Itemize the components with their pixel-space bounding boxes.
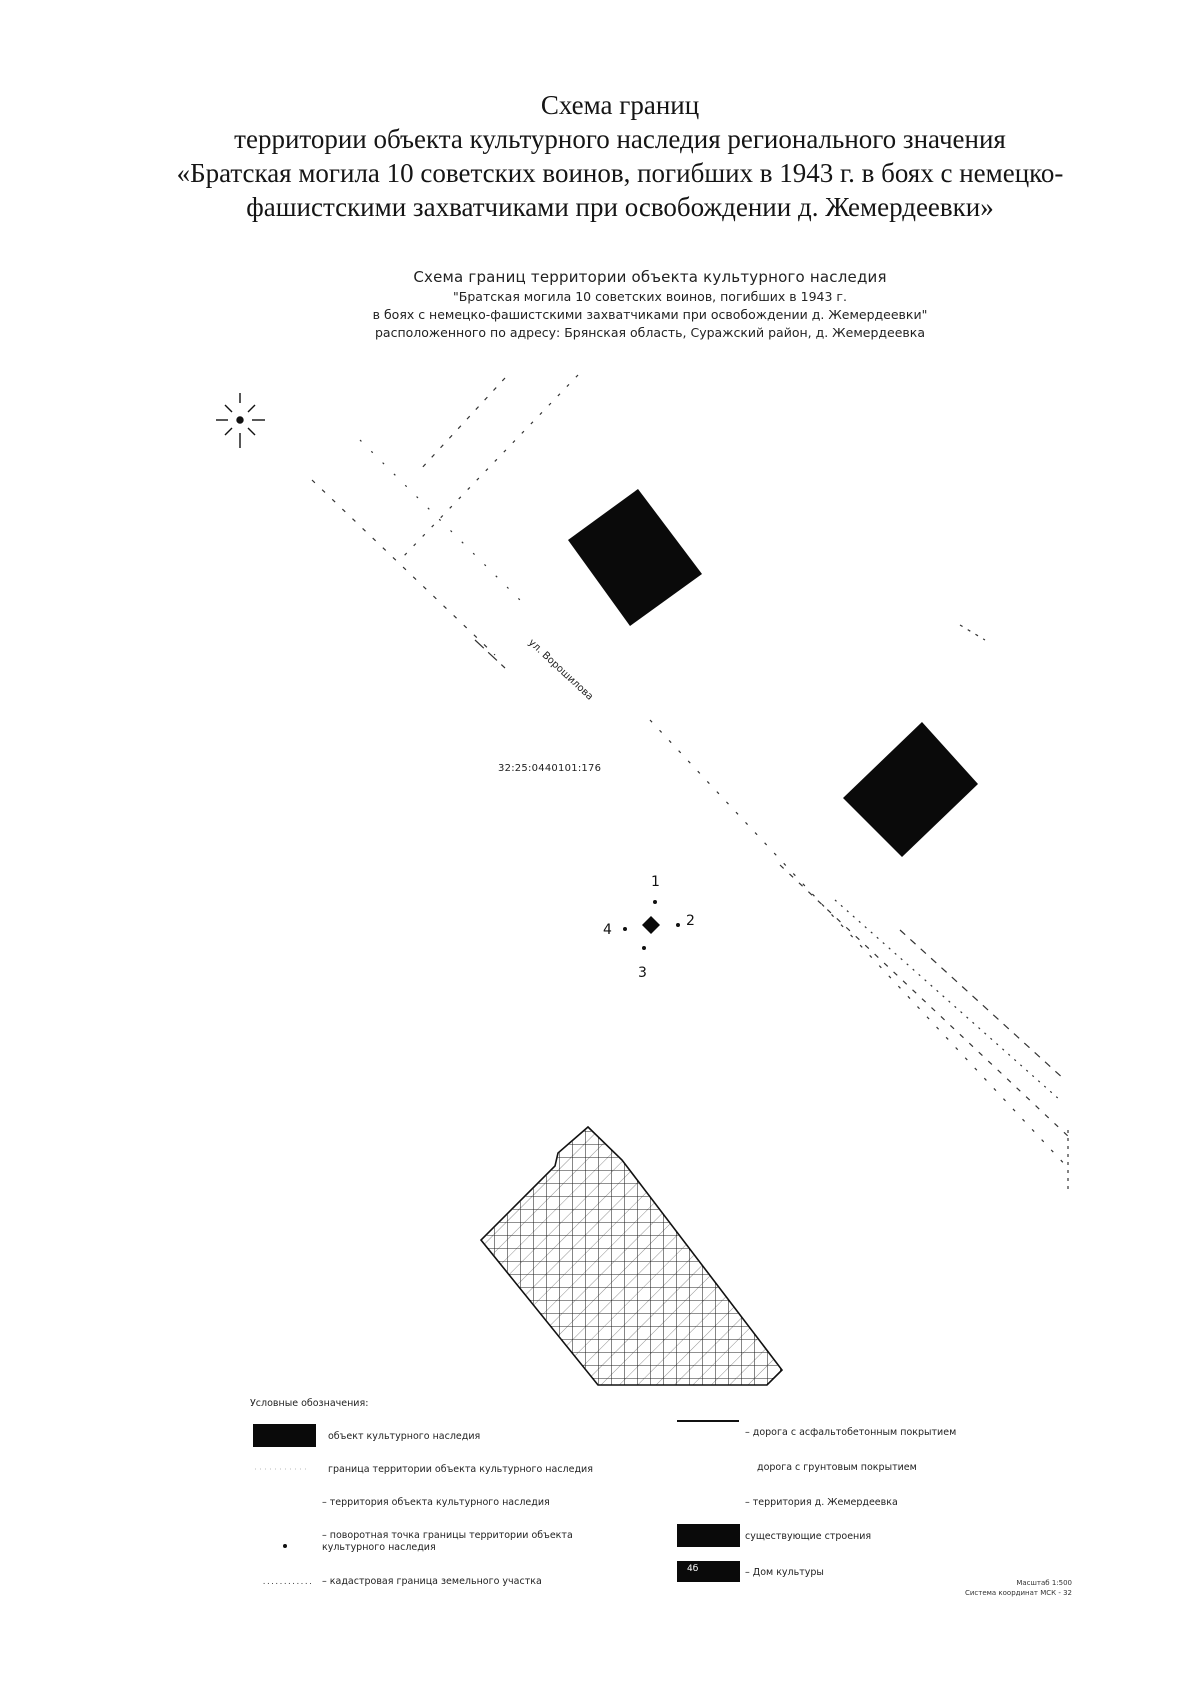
heritage-object-icon	[642, 916, 660, 934]
legend-item-dirt-road: дорога с грунтовым покрытием	[757, 1462, 917, 1473]
road-edge-main	[475, 640, 505, 668]
legend-item-existing-buildings: существующие строения	[745, 1531, 872, 1542]
existing-building-north	[568, 489, 702, 626]
road-edge-south-3	[835, 900, 1060, 1100]
document-title-line-4: фашистскими захватчиками при освобождении д. Жемердеевки»	[246, 192, 994, 222]
legend-symbol-asphalt-road	[677, 1420, 739, 1422]
legend-symbol-turning-point	[283, 1544, 287, 1548]
scale-line: Масштаб 1:500	[1016, 1579, 1072, 1587]
legend-item-village-territory: – территория д. Жемердеевка	[745, 1497, 898, 1508]
legend-item-territory-boundary: граница территории объекта культурного наследия	[328, 1464, 593, 1475]
legend-heading: Условные обозначения:	[250, 1398, 369, 1409]
document-title-line-2: территории объекта культурного наследия регионального значения	[234, 124, 1006, 154]
legend-item-heritage-territory: – территория объекта культурного наследия	[322, 1497, 550, 1508]
legend-symbol-existing-buildings	[677, 1524, 740, 1547]
document-title-line-3: «Братская могила 10 советских воинов, погибших в 1943 г. в боях с немецко-	[176, 158, 1064, 188]
turning-point-label-3: 3	[638, 965, 647, 981]
street-label: ул. Ворошилова	[525, 637, 596, 703]
village-territory	[470, 1120, 790, 1390]
legend-symbol-heritage-object	[253, 1424, 316, 1447]
scheme-subheading-line-3: расположенного по адресу: Брянская область, Суражский район, д. Жемердеевка	[375, 325, 925, 340]
road-edge-northeast-2	[400, 375, 578, 560]
scheme-subheading-line-1: "Братская могила 10 советских воинов, погибших в 1943 г.	[453, 289, 847, 304]
coordinate-system-line: Система координат МСК - 32	[964, 1589, 1072, 1597]
legend-symbol-cadastral-boundary: ............	[262, 1578, 313, 1586]
scale-note	[965, 1578, 1072, 1598]
turning-point-label-2: 2	[686, 913, 695, 929]
scheme-heading: Схема границ территории объекта культурного наследия	[413, 268, 887, 286]
legend-item-asphalt-road: – дорога с асфальтобетонным покрытием	[745, 1427, 957, 1438]
north-arrow-icon	[216, 393, 265, 448]
scheme-subheading-line-2: в боях с немецко-фашистскими захватчиками при освобождении д. Жемердеевки"	[372, 307, 928, 322]
legend-item-culture-house: – Дом культуры	[745, 1567, 824, 1578]
document-title-line-1: Схема границ	[540, 90, 700, 120]
culture-house-number: 4б	[687, 1564, 699, 1574]
road-edge-south-4	[900, 930, 1065, 1080]
road-edge-west	[312, 480, 495, 655]
turning-point-3	[642, 946, 646, 950]
turning-point-label-4: 4	[603, 922, 612, 938]
legend-item-cadastral-boundary: – кадастровая граница земельного участка	[322, 1576, 542, 1587]
turning-point-2	[676, 923, 680, 927]
cadastral-number: 32:25:0440101:176	[498, 763, 601, 774]
existing-building-east	[843, 722, 978, 857]
legend-item-heritage-object: объект культурного наследия	[328, 1431, 481, 1442]
monument-marker	[603, 874, 695, 981]
turning-point-label-1: 1	[651, 874, 660, 890]
road-edge-west-2	[360, 440, 520, 600]
road-edge-northeast-1	[420, 378, 505, 470]
road-edge-east	[960, 625, 985, 640]
legend-symbol-culture-house	[677, 1561, 740, 1582]
turning-point-4	[623, 927, 627, 931]
legend-item-turning-point: – поворотная точка границы территории объекта культурного наследия	[322, 1530, 573, 1553]
turning-point-1	[653, 900, 657, 904]
